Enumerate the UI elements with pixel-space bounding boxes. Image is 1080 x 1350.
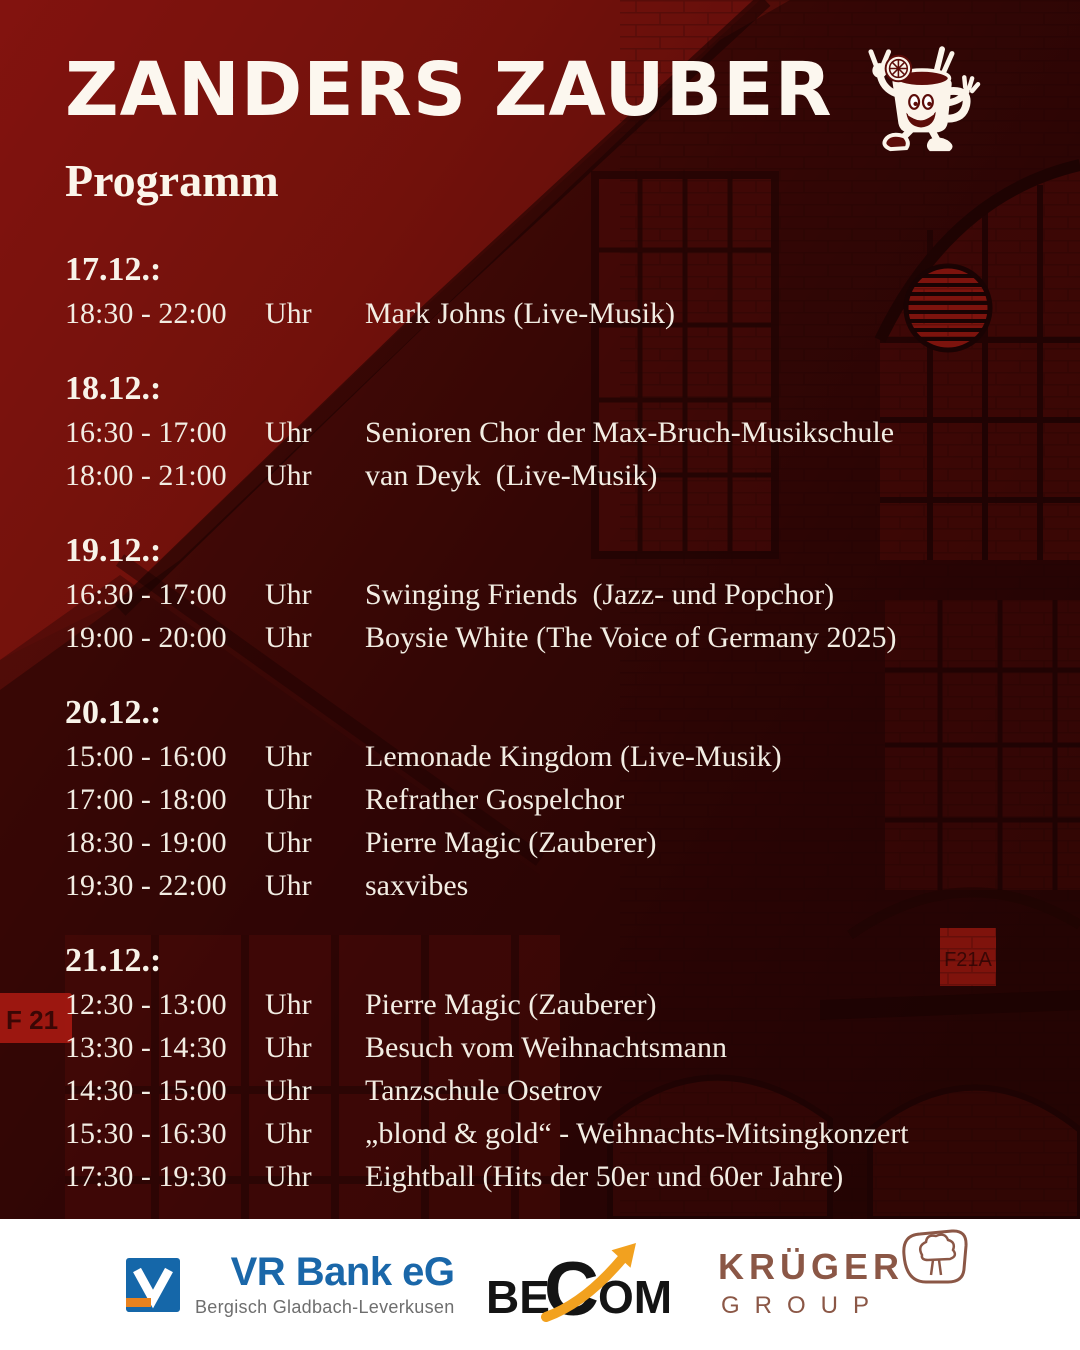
uhr-label: Uhr — [265, 621, 312, 654]
schedule-row — [65, 411, 1050, 454]
gluehwein-mug-mascot-icon — [863, 40, 981, 156]
event-name: Tanzschule Osetrov — [365, 1074, 602, 1107]
date-heading: 17.12.: — [65, 251, 162, 288]
poster-content — [65, 40, 1050, 1230]
page-subtitle: Programm — [65, 155, 279, 206]
time-range: 17:30 - 19:30 — [65, 1160, 227, 1193]
vr-bank-icon — [126, 1258, 180, 1312]
schedule-row — [65, 292, 1050, 335]
vr-bank-logo — [126, 1249, 455, 1318]
date-heading: 19.12.: — [65, 532, 162, 569]
event-name: van Deyk (Live-Musik) — [365, 459, 658, 492]
time-range: 18:30 - 22:00 — [65, 297, 227, 330]
time-range: 17:00 - 18:00 — [65, 783, 227, 816]
uhr-label: Uhr — [265, 1031, 312, 1064]
uhr-label: Uhr — [265, 297, 312, 330]
schedule-row — [65, 983, 1050, 1026]
uhr-label: Uhr — [265, 869, 312, 902]
uhr-label: Uhr — [265, 459, 312, 492]
program-day-19-12 — [65, 529, 1050, 659]
vr-bank-text — [195, 1249, 455, 1318]
schedule-row — [65, 1069, 1050, 1112]
time-range: 15:00 - 16:00 — [65, 740, 227, 773]
uhr-label: Uhr — [265, 783, 312, 816]
event-name: Boysie White (The Voice of Germany 2025) — [365, 621, 897, 654]
time-range: 19:30 - 22:00 — [65, 869, 227, 902]
tree-icon — [892, 1225, 972, 1289]
uhr-label: Uhr — [265, 988, 312, 1021]
date-heading: 21.12.: — [65, 942, 162, 979]
uhr-label: Uhr — [265, 416, 312, 449]
date-heading: 18.12.: — [65, 370, 162, 407]
schedule-row — [65, 454, 1050, 497]
event-name: Refrather Gospelchor — [365, 783, 625, 816]
time-range: 13:30 - 14:30 — [65, 1031, 227, 1064]
uhr-label: Uhr — [265, 740, 312, 773]
schedule-row — [65, 735, 1050, 778]
time-range: 18:30 - 19:00 — [65, 826, 227, 859]
header — [65, 40, 1050, 156]
time-range: 16:30 - 17:00 — [65, 416, 227, 449]
schedule-row — [65, 616, 1050, 659]
schedule-row — [65, 1026, 1050, 1069]
krueger-group-label: GROUP — [720, 1292, 884, 1319]
program-day-21-12 — [65, 939, 1050, 1198]
program-day-18-12 — [65, 367, 1050, 497]
event-name: Besuch vom Weihnachtsmann — [365, 1031, 727, 1064]
schedule-row — [65, 821, 1050, 864]
becom-text-be: BE — [486, 1271, 551, 1323]
vr-bank-region: Bergisch Gladbach-Leverkusen — [195, 1296, 455, 1317]
uhr-label: Uhr — [265, 1160, 312, 1193]
date-heading: 20.12.: — [65, 694, 162, 731]
building-sign-21a: F21A — [944, 949, 992, 971]
vr-bank-name: VR Bank eG — [230, 1249, 455, 1294]
sponsor-bar — [0, 1219, 1080, 1350]
uhr-label: Uhr — [265, 1117, 312, 1150]
becom-text-c: C — [544, 1247, 600, 1332]
schedule-row — [65, 778, 1050, 821]
page-title: ZANDERS ZAUBER — [65, 47, 833, 133]
krueger-name: KRÜGER — [717, 1246, 904, 1287]
program-day-20-12 — [65, 691, 1050, 907]
program-day-17-12 — [65, 248, 1050, 335]
becom-text-om: OM — [598, 1271, 673, 1323]
event-name: Eightball (Hits der 50er und 60er Jahre) — [365, 1160, 844, 1193]
building-sign-f21: F 21 — [6, 1005, 59, 1035]
event-name: Senioren Chor der Max-Bruch-Musikschule — [365, 416, 895, 449]
event-name: „blond & gold“ - Weihnachts-Mitsingkonzert — [365, 1117, 909, 1150]
event-name: Pierre Magic (Zauberer) — [365, 826, 657, 859]
program-list — [65, 248, 1050, 1198]
uhr-label: Uhr — [265, 826, 312, 859]
time-range: 16:30 - 17:00 — [65, 578, 227, 611]
uhr-label: Uhr — [265, 1074, 312, 1107]
becom-logo — [486, 1237, 686, 1332]
time-range: 12:30 - 13:00 — [65, 988, 227, 1021]
time-range: 15:30 - 16:30 — [65, 1117, 227, 1150]
event-name: Mark Johns (Live-Musik) — [365, 297, 675, 330]
event-name: saxvibes — [365, 869, 469, 902]
time-range: 19:00 - 20:00 — [65, 621, 227, 654]
event-name: Lemonade Kingdom (Live-Musik) — [365, 740, 782, 773]
schedule-row — [65, 573, 1050, 616]
krueger-group-logo — [717, 1246, 968, 1320]
event-name: Pierre Magic (Zauberer) — [365, 988, 657, 1021]
time-range: 18:00 - 21:00 — [65, 459, 227, 492]
schedule-row — [65, 864, 1050, 907]
schedule-row — [65, 1112, 1050, 1155]
time-range: 14:30 - 15:00 — [65, 1074, 227, 1107]
uhr-label: Uhr — [265, 578, 312, 611]
event-name: Swinging Friends (Jazz- und Popchor) — [365, 578, 835, 611]
schedule-row — [65, 1155, 1050, 1198]
